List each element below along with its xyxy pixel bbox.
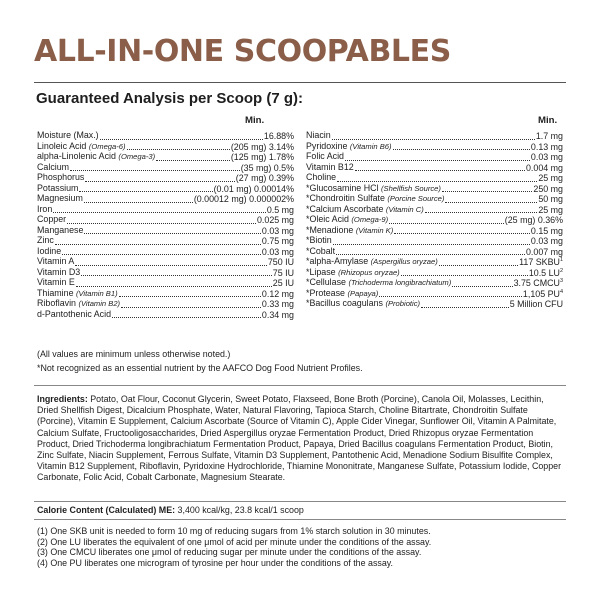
nutrient-name-text: Folic Acid bbox=[306, 151, 344, 162]
dot-leader bbox=[55, 244, 261, 245]
nutrient-value-text: 16.88% bbox=[263, 131, 294, 142]
nutrient-value-text: 0.03 mg bbox=[530, 152, 563, 163]
nutrient-name-text: *Protease bbox=[306, 287, 348, 298]
nutrient-value bbox=[267, 205, 294, 216]
nutrient-row bbox=[37, 247, 294, 258]
dot-leader bbox=[394, 233, 530, 234]
nutrient-value-text: (27 mg) 0.39% bbox=[235, 173, 294, 184]
nutrient-value bbox=[531, 236, 563, 247]
nutrient-value bbox=[214, 184, 294, 195]
nutrient-name-text: Manganese bbox=[37, 224, 84, 235]
nutrient-value bbox=[538, 205, 563, 216]
nutrient-name-text: *Cellulase bbox=[306, 277, 349, 288]
nutrient-value bbox=[262, 247, 294, 258]
nutrient-name-text: Moisture (Max.) bbox=[37, 130, 99, 141]
nutrient-name-text: alpha-Linolenic Acid bbox=[37, 151, 119, 162]
nutrient-name-text: Riboflavin bbox=[37, 298, 79, 309]
calorie-value: 3,400 kcal/kg, 23.8 kcal/1 scoop bbox=[175, 505, 304, 515]
nutrient-source-note: (Vitamin K) bbox=[355, 225, 394, 235]
nutrient-name bbox=[306, 298, 420, 310]
dot-leader bbox=[401, 275, 528, 276]
nutrient-value-text: 0.12 mg bbox=[261, 288, 294, 299]
nutrient-name-text: Niacin bbox=[306, 130, 331, 141]
nutrient-value bbox=[531, 142, 563, 153]
min-label-right: Min. bbox=[538, 115, 558, 126]
nutrient-value bbox=[536, 131, 563, 142]
footnote-marker: 1 bbox=[559, 257, 563, 264]
dot-leader bbox=[355, 170, 525, 171]
nutrient-value bbox=[268, 257, 294, 268]
nutrient-value bbox=[526, 163, 563, 174]
nutrient-name-text: *Calcium Ascorbate bbox=[306, 203, 386, 214]
nutrient-source-note: (Trichoderma longibrachiatum) bbox=[348, 278, 452, 288]
nutrient-value bbox=[519, 257, 563, 268]
dot-leader bbox=[84, 233, 261, 234]
nutrient-row bbox=[37, 226, 294, 237]
nutrient-name-text: Vitamin D3 bbox=[37, 266, 81, 277]
nutrient-value-text: 25 IU bbox=[272, 278, 294, 289]
dot-leader bbox=[393, 149, 530, 150]
nutrient-value-text: 1,105 PU bbox=[522, 288, 560, 299]
nutrient-name-text: Linoleic Acid bbox=[37, 140, 89, 151]
dot-leader bbox=[70, 170, 240, 171]
dot-leader bbox=[442, 191, 532, 192]
dot-leader bbox=[389, 223, 504, 224]
nutrient-value-text: 0.03 mg bbox=[261, 246, 294, 257]
nutrient-row bbox=[37, 152, 294, 163]
nutrient-row bbox=[306, 142, 563, 153]
nutrient-name-text: Potassium bbox=[37, 182, 79, 193]
dot-leader bbox=[345, 160, 530, 161]
nutrient-name-text: *alpha-Amylase bbox=[306, 256, 371, 267]
nutrient-column-left bbox=[37, 131, 294, 320]
footnotes bbox=[37, 526, 431, 568]
nutrient-source-note: (Vitamin C) bbox=[385, 204, 424, 214]
nutrient-name-text: Choline bbox=[306, 172, 337, 183]
nutrient-name-text: *Biotin bbox=[306, 235, 332, 246]
min-label-left: Min. bbox=[245, 115, 265, 126]
minimum-values-note: (All values are minimum unless otherwise noted.) bbox=[37, 349, 231, 359]
nutrient-value-text: 5 Million CFU bbox=[509, 299, 563, 310]
nutrient-name-text: Iron bbox=[37, 203, 53, 214]
nutrient-name-text: Zinc bbox=[37, 235, 54, 246]
footnote-marker: 2 bbox=[559, 267, 563, 274]
nutrient-source-note: (Porcine Source) bbox=[387, 194, 445, 204]
nutrient-source-note: (Omega-6) bbox=[88, 141, 126, 151]
nutrient-row bbox=[37, 236, 294, 247]
nutrient-row bbox=[37, 205, 294, 216]
nutrient-value-text: 250 mg bbox=[533, 183, 563, 194]
nutrient-row bbox=[306, 226, 563, 237]
nutrient-value bbox=[538, 194, 563, 205]
nutrient-value-text: 0.5 mg bbox=[266, 204, 294, 215]
nutrient-source-note: (Vitamin B2) bbox=[78, 299, 121, 309]
nutrient-name-text: Vitamin A bbox=[37, 256, 75, 267]
nutrient-source-note: (Aspergillus oryzae) bbox=[370, 257, 438, 267]
ingredients-paragraph bbox=[37, 394, 567, 484]
aafco-note: *Not recognized as an essential nutrient by the AAFCO Dog Food Nutrient Profiles. bbox=[37, 363, 363, 373]
nutrient-value-text: 0.03 mg bbox=[261, 225, 294, 236]
footnote-2: (2) One LU liberates the equivalent of one μmol of acid per minute under the conditions of the assay. bbox=[37, 536, 432, 547]
nutrient-value bbox=[529, 268, 563, 279]
dot-leader bbox=[84, 202, 193, 203]
nutrient-value-text: 10.5 LU bbox=[528, 267, 560, 278]
dot-leader bbox=[421, 307, 509, 308]
nutrient-column-right bbox=[306, 131, 563, 310]
dot-leader bbox=[85, 181, 234, 182]
nutrient-value bbox=[531, 152, 563, 163]
footnote-4: (4) One PU liberates one microgram of tyrosine per hour under the conditions of the assay. bbox=[37, 557, 393, 568]
dot-leader bbox=[67, 223, 256, 224]
calorie-label: Calorie Content (Calculated) ME: bbox=[37, 505, 176, 515]
nutrient-name-text: *Glucosamine HCl bbox=[306, 182, 381, 193]
nutrient-source-note: (Probiotic) bbox=[385, 299, 421, 309]
nutrient-row bbox=[37, 310, 294, 321]
nutrient-value bbox=[262, 299, 294, 310]
nutrient-name-text: *Oleic Acid bbox=[306, 214, 352, 225]
nutrient-value-text: 50 mg bbox=[538, 194, 563, 205]
nutrient-value bbox=[262, 289, 294, 300]
nutrient-value bbox=[273, 278, 294, 289]
calorie-content bbox=[37, 505, 304, 516]
footnote-marker: 3 bbox=[559, 278, 563, 285]
nutrient-value-text: 117 SKBU bbox=[519, 257, 560, 268]
nutrient-name bbox=[37, 309, 111, 321]
nutrient-value-text: 0.34 mg bbox=[261, 309, 294, 320]
nutrient-value bbox=[533, 184, 563, 195]
nutrient-row bbox=[37, 268, 294, 279]
nutrient-value bbox=[510, 299, 563, 310]
nutrient-value bbox=[531, 226, 563, 237]
nutrient-value-text: (125 mg) 1.78% bbox=[230, 152, 294, 163]
dot-leader bbox=[119, 296, 261, 297]
nutrient-value-text: 0.03 mg bbox=[530, 236, 563, 247]
nutrient-value bbox=[523, 289, 563, 300]
nutrient-value bbox=[231, 142, 294, 153]
nutrient-name-text: Pyridoxine bbox=[306, 140, 350, 151]
nutrient-name-text: *Menadione bbox=[306, 224, 356, 235]
nutrient-name-text: Phosphorus bbox=[37, 172, 85, 183]
page-title: ALL-IN-ONE SCOOPABLES bbox=[34, 34, 451, 69]
nutrient-value bbox=[526, 247, 563, 258]
nutrient-row bbox=[306, 299, 563, 310]
nutrient-value-text: 0.75 mg bbox=[261, 236, 294, 247]
ingredients-label: Ingredients: bbox=[37, 394, 88, 404]
nutrient-name-text: *Chondroitin Sulfate bbox=[306, 193, 388, 204]
nutrient-value-text: 3.75 CMCU bbox=[513, 278, 560, 289]
dot-leader bbox=[156, 160, 230, 161]
nutrient-value bbox=[273, 268, 294, 279]
footnote-3: (3) One CMCU liberates one μmol of reducing sugar per minute under the conditions of the assay. bbox=[37, 547, 422, 557]
nutrient-value bbox=[262, 236, 294, 247]
calorie-divider-bottom bbox=[34, 519, 566, 520]
nutrient-value-text: 0.007 mg bbox=[525, 246, 563, 257]
nutrient-value-text: (35 mg) 0.5% bbox=[240, 162, 294, 173]
dot-leader bbox=[100, 139, 263, 140]
footnote-1: (1) One SKB unit is needed to form 10 mg of reducing sugars from 1% starch solution in 30 minutes. bbox=[37, 526, 431, 536]
nutrient-value-text: 0.025 mg bbox=[256, 215, 294, 226]
nutrient-value bbox=[538, 173, 563, 184]
calorie-divider-top bbox=[34, 501, 566, 502]
nutrient-value-text: (0.01 mg) 0.00014% bbox=[213, 183, 294, 194]
nutrient-row bbox=[37, 194, 294, 205]
ingredients-text: Potato, Oat Flour, Coconut Glycerin, Sweet Potato, Flaxseed, Bone Broth (Porcine), Canola Oil, Molasses, Lecithin, Dried Shellfish Digest, Dicalcium Phosphate, Water, Natural Flavoring, Tapioca Starch, Choline Bitartrate, Chondroitin Sulfate (Porcine), Vitamin E Supplement, Calcium Ascorbate (Source of Vitamin C), Apple Cider Vinegar, Sunflower Oil, Vitamin A Palmitate, Calcium Sulfate, Fructooligosaccharides, Dried Aspergillus oryzae Fermentation Product, Dried Rhizopus oryzae Fermentation Product, Dried Trichoderma longibrachiatum Fermentation Product, Papaya, Dried Bacillus coagulans Fermentation Product, Biotin, Zinc Sulfate, Niacin Supplement, Ferrous Sulfate, Vitamin D3 Supplement, Pantothenic Acid, Menadione Sodium Bisulfite Complex, Vitamin B12 Supplement, Riboflavin, Pyridoxine Hydrochloride, Thiamine Mononitrate, Manganese Sulfate, Potassium Iodide, Copper Carbonate, Folic Acid, Cobalt Carbonate, Magnesium Stearate. bbox=[37, 394, 562, 483]
dot-leader bbox=[121, 307, 261, 308]
nutrient-row bbox=[306, 163, 563, 174]
dot-leader bbox=[76, 286, 272, 287]
dot-leader bbox=[53, 212, 266, 213]
dot-leader bbox=[425, 212, 538, 213]
nutrient-value bbox=[264, 131, 294, 142]
nutrient-value-text: 750 IU bbox=[267, 257, 294, 268]
nutrient-value-text: 0.004 mg bbox=[525, 162, 563, 173]
dot-leader bbox=[127, 149, 230, 150]
nutrient-value bbox=[505, 215, 563, 226]
nutrient-name-text: Copper bbox=[37, 214, 67, 225]
guaranteed-analysis-heading: Guaranteed Analysis per Scoop (7 g): bbox=[36, 90, 304, 107]
nutrient-source-note: (Vitamin B6) bbox=[349, 141, 392, 151]
nutrient-value-text: (25 mg) 0.36% bbox=[504, 215, 563, 226]
nutrient-value bbox=[257, 215, 294, 226]
nutrient-row bbox=[306, 236, 563, 247]
nutrient-value bbox=[262, 310, 294, 321]
nutrient-value bbox=[514, 278, 563, 289]
nutrient-value-text: 25 mg bbox=[538, 173, 563, 184]
dot-leader bbox=[439, 265, 518, 266]
nutrient-name-text: Calcium bbox=[37, 161, 70, 172]
nutrient-value bbox=[194, 194, 294, 205]
nutrient-value-text: 25 mg bbox=[538, 204, 563, 215]
nutrient-source-note: (Omega-3) bbox=[118, 152, 156, 162]
nutrient-name-text: Magnesium bbox=[37, 193, 83, 204]
dot-leader bbox=[337, 181, 537, 182]
nutrient-source-note: (Vitamin B1) bbox=[75, 288, 118, 298]
nutrient-value-text: (205 mg) 3.14% bbox=[230, 141, 294, 152]
dot-leader bbox=[333, 244, 530, 245]
nutrient-source-note: (Papaya) bbox=[347, 288, 379, 298]
nutrient-value-text: 0.15 mg bbox=[530, 225, 563, 236]
footnote-marker: 4 bbox=[559, 288, 563, 295]
nutrient-name-text: *Lipase bbox=[306, 266, 339, 277]
dot-leader bbox=[81, 275, 272, 276]
nutrient-name-text: Vitamin E bbox=[37, 277, 75, 288]
dot-leader bbox=[79, 191, 212, 192]
nutrient-name-text: *Bacillus coagulans bbox=[306, 298, 386, 309]
nutrient-value-text: (0.00012 mg) 0.000002% bbox=[193, 194, 294, 205]
nutrient-value-text: 0.33 mg bbox=[261, 299, 294, 310]
dot-leader bbox=[332, 139, 535, 140]
nutrient-source-note: (Shellfish Source) bbox=[380, 183, 441, 193]
nutrient-value bbox=[236, 173, 294, 184]
nutrient-value bbox=[231, 152, 294, 163]
nutrient-value-text: 1.7 mg bbox=[535, 131, 563, 142]
dot-leader bbox=[445, 202, 537, 203]
nutrient-value bbox=[262, 226, 294, 237]
dot-leader bbox=[452, 286, 512, 287]
ingredients-divider bbox=[34, 385, 566, 386]
nutrient-name-text: Thiamine bbox=[37, 287, 76, 298]
dot-leader bbox=[379, 296, 522, 297]
dot-leader bbox=[75, 265, 267, 266]
nutrient-value bbox=[241, 163, 294, 174]
dot-leader bbox=[62, 254, 261, 255]
nutrient-name-text: d-Pantothenic Acid bbox=[37, 308, 112, 319]
nutrient-source-note: (Omega-9) bbox=[351, 215, 389, 225]
nutrient-name-text: Iodine bbox=[37, 245, 62, 256]
nutrient-value-text: 0.13 mg bbox=[530, 141, 563, 152]
nutrient-source-note: (Rhizopus oryzae) bbox=[338, 267, 400, 277]
nutrient-value-text: 75 IU bbox=[272, 267, 294, 278]
nutrient-name-text: *Cobalt bbox=[306, 245, 336, 256]
title-divider bbox=[34, 82, 566, 83]
nutrient-name-text: Vitamin B12 bbox=[306, 161, 354, 172]
dot-leader bbox=[336, 254, 525, 255]
dot-leader bbox=[112, 317, 261, 318]
